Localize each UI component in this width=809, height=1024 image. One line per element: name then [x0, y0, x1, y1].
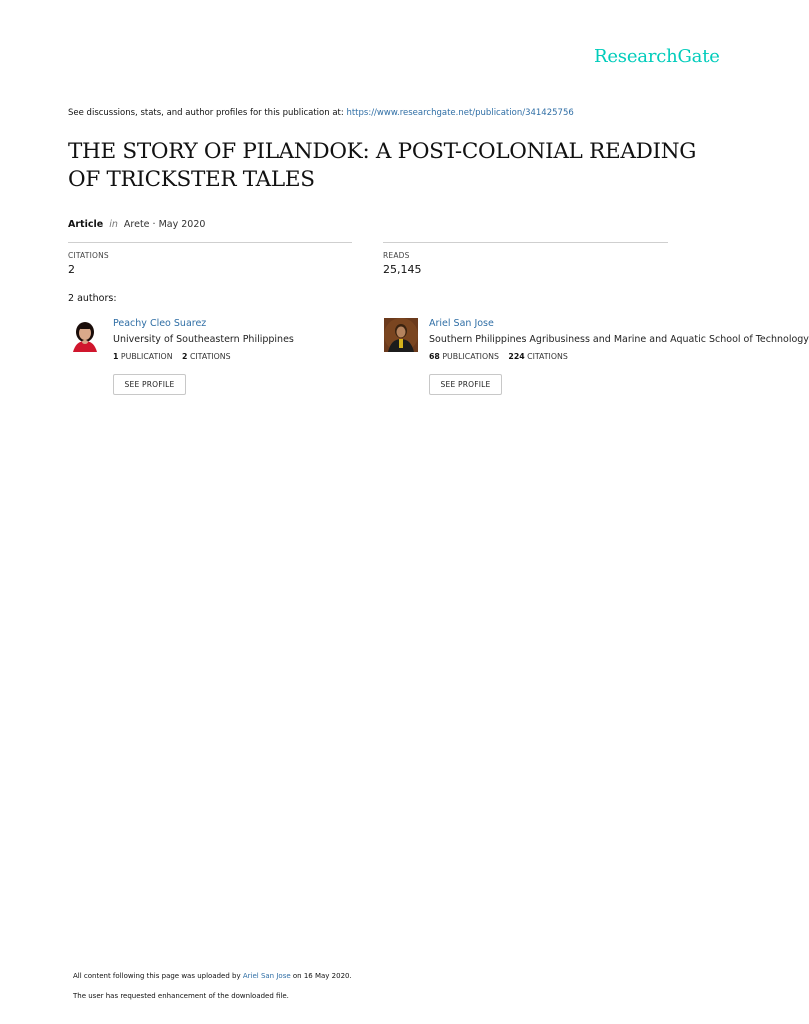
author-info — [113, 318, 403, 361]
discussion-text: See discussions, stats, and author profiles for this publication at: — [68, 108, 344, 118]
journal-name[interactable]: Arete — [123, 219, 150, 230]
reads-count: 25,145 — [383, 263, 422, 276]
upload-notice — [73, 972, 352, 980]
publication-date: May 2020 — [158, 219, 206, 230]
author-citation-label: CITATIONS — [527, 352, 568, 361]
author-citation-label: CITATIONS — [189, 352, 231, 361]
title-line-2: OF TRICKSTER TALES — [68, 167, 315, 192]
reads-label: READS — [383, 251, 410, 260]
citations-count: 2 — [68, 263, 75, 276]
author-publication-count: 1 — [113, 352, 119, 361]
discussion-notice — [68, 108, 574, 118]
author-name[interactable]: Peachy Cleo Suarez — [113, 318, 207, 329]
enhancement-notice: The user has requested enhancement of the downloaded file. — [73, 992, 289, 1000]
citations-label: CITATIONS — [68, 251, 109, 260]
researchgate-logo[interactable]: ResearchGate — [594, 46, 720, 67]
author-affiliation: University of Southeastern Philippines — [113, 334, 294, 345]
see-profile-button[interactable]: SEE PROFILE — [113, 374, 186, 395]
author-citation-count: 224 — [508, 352, 525, 361]
author-stats — [113, 352, 403, 361]
author-name[interactable]: Ariel San Jose — [429, 318, 494, 329]
author-stats — [429, 352, 719, 361]
meta-in: in — [109, 219, 118, 230]
author-publication-label: PUBLICATIONS — [442, 352, 499, 361]
authors-heading: 2 authors: — [68, 293, 117, 304]
reads-divider — [383, 242, 668, 243]
publication-meta — [68, 219, 205, 230]
meta-separator: · — [149, 219, 159, 230]
uploader-link[interactable]: Ariel San Jose — [242, 972, 291, 980]
avatar[interactable] — [384, 318, 418, 352]
publication-type: Article — [68, 219, 104, 230]
author-info — [429, 318, 809, 361]
author-publication-label: PUBLICATION — [120, 352, 173, 361]
avatar[interactable] — [68, 318, 102, 352]
title-line-1: THE STORY OF PILANDOK: A POST-COLONIAL READING — [68, 139, 697, 164]
upload-prefix: All content following this page was uploaded by — [73, 972, 241, 980]
author-citation-count: 2 — [182, 352, 188, 361]
author-publication-count: 68 — [429, 352, 440, 361]
upload-suffix: on 16 May 2020. — [292, 972, 352, 980]
see-profile-button[interactable]: SEE PROFILE — [429, 374, 502, 395]
publication-link[interactable]: https://www.researchgate.net/publication/341425756 — [346, 108, 574, 118]
publication-title — [68, 138, 718, 194]
citations-divider — [68, 242, 352, 243]
author-affiliation: Southern Philippines Agribusiness and Marine and Aquatic School of Technology — [429, 334, 809, 345]
